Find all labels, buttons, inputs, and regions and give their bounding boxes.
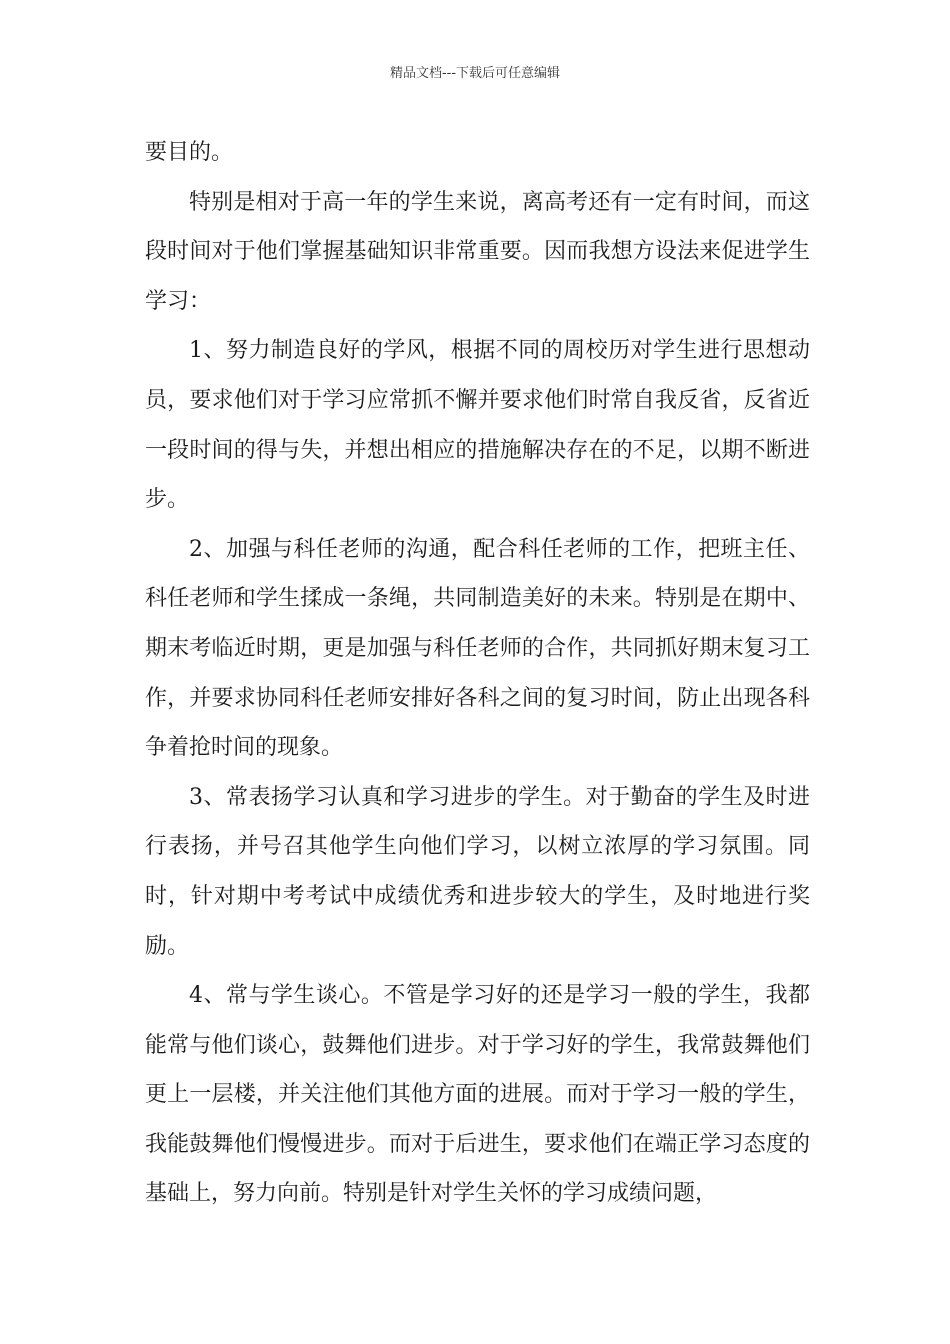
paragraph-item-2: 2、加强与科任老师的沟通，配合科任老师的工作，把班主任、科任老师和学生揉成一条绳，共同制造美好的未来。特别是在期中、期末考临近时期，更是加强与科任老师的合作，共同抓好期末复习工作，并要求协同科任老师安排好各科之间的复习时间，防止出现各科争着抢时间的现象。 [145, 536, 810, 761]
paragraph-item-1: 1、努力制造良好的学风，根据不同的周校历对学生进行思想动员，要求他们对于学习应常抓不懈并要求他们时常自我反省，反省近一段时间的得与失，并想出相应的措施解决存在的不足，以期不断进步。 [145, 338, 810, 513]
page-header: 精品文档---下载后可任意编辑 [389, 66, 561, 81]
document-body [145, 128, 810, 1219]
paragraph-item-3: 3、常表扬学习认真和学习进步的学生。对于勤奋的学生及时进行表扬，并号召其他学生向他们学习，以树立浓厚的学习氛围。同时，针对期中考考试中成绩优秀和进步较大的学生，及时地进行奖励。 [145, 784, 810, 959]
paragraph-continuation: 要目的。 [145, 140, 234, 165]
paragraph-intro: 特别是相对于高一年的学生来说，离高考还有一定有时间，而这段时间对于他们掌握基础知识非常重要。因而我想方设法来促进学生学习： [145, 189, 810, 314]
paragraph-item-4: 4、常与学生谈心。不管是学习好的还是学习一般的学生，我都能常与他们谈心，鼓舞他们进步。对于学习好的学生，我常鼓舞他们更上一层楼，并关注他们其他方面的进展。而对于学习一般的学生，我能鼓舞他们慢慢进步。而对于后进生，要求他们在端正学习态度的基础上，努力向前。特别是针对学生关怀的学习成绩问题， [145, 983, 810, 1207]
